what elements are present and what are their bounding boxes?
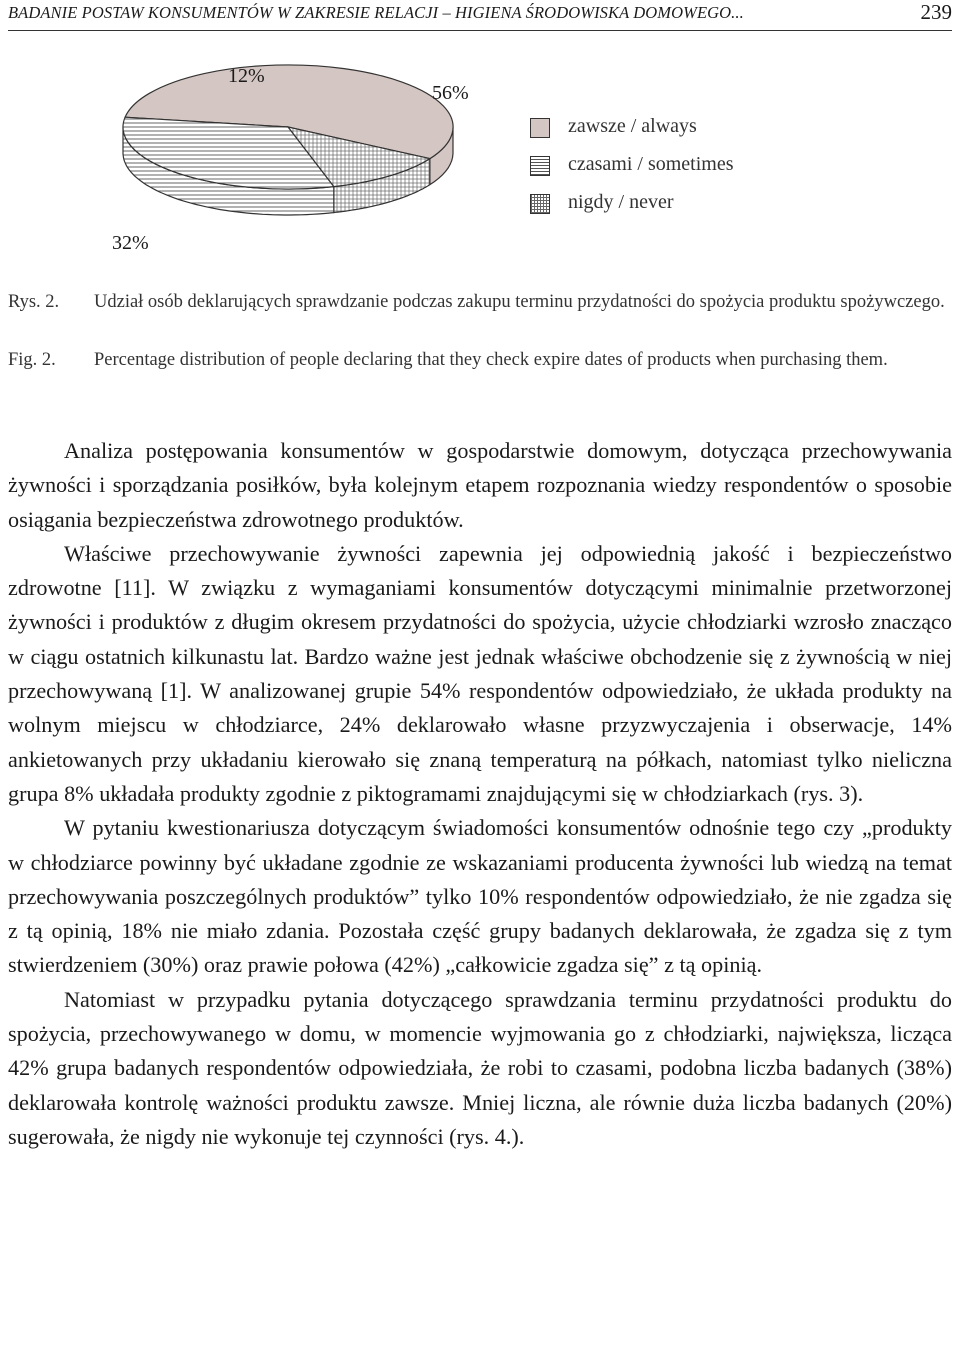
legend-label-never: nigdy / never (568, 191, 674, 213)
legend-swatch-sometimes (530, 156, 550, 176)
header-rule (8, 30, 952, 31)
pie-chart-figure (0, 34, 960, 284)
caption-pl (8, 288, 952, 317)
legend-swatch-always (530, 118, 550, 138)
paragraph: W pytaniu kwestionariusza dotyczącym świadomości konsumentów odnośnie tego czy „produkty w chłodziarce powinny być układane zgodnie ze wskazaniami producenta żywności lub wiedzą na temat przechowywania poszczególnych produktów” tylko 10% respondentów odpowiedziało, że nie zgadza się z tą opinią, 18% nie miało zdania. Pozostała część grupy badanych deklarowała, że zgadza się z tym stwierdzeniem (30%) oraz prawie połowa (42%) „całkowicie zgadza się” z tą opinią. (8, 815, 952, 978)
legend-swatch-never (530, 194, 550, 214)
running-title: BADANIE POSTAW KONSUMENTÓW W ZAKRESIE RELACJI – HIGIENA ŚRODOWISKA DOMOWEGO... (8, 3, 744, 22)
caption-text-pl: Udział osób deklarujących sprawdzanie podczas zakupu terminu przydatności do spożycia produktu spożywczego. (94, 292, 945, 312)
legend-label-always: zawsze / always (568, 115, 697, 137)
page-number: 239 (920, 0, 952, 24)
slice-label-sometimes: 32% (112, 232, 149, 254)
article-body (8, 434, 952, 1154)
caption-text-en: Percentage distribution of people declaring that they check expire dates of products when purchasing them. (94, 350, 888, 370)
paragraph: Analiza postępowania konsumentów w gospodarstwie domowym, dotycząca przechowywania żywności i sporządzania posiłków, była kolejnym etapem rozpoznania wiedzy respondentów o sposobie osiągania bezpieczeństwa zdrowotnego produktów. (8, 438, 952, 532)
caption-label-pl: Rys. 2. (8, 292, 60, 312)
legend-label-sometimes: czasami / sometimes (568, 153, 734, 175)
running-header (8, 0, 952, 32)
caption-label-en: Fig. 2. (8, 350, 56, 370)
caption-en (8, 346, 952, 375)
slice-label-always: 56% (432, 82, 469, 104)
paragraph: Właściwe przechowywanie żywności zapewnia jej odpowiednią jakość i bezpieczeństwo zdrowotne [11]. W związku z wymaganiami konsumentów dotyczącymi minimalnie przetworzonej żywności i produktów z długim okresem przydatności do spożycia, użycie chłodziarki wzrosło znacząco w ciągu ostatnich kilkunastu lat. Bardzo ważne jest jednak właściwe obchodzenie się z żywnością w niej przechowywaną [1]. W analizowanej grupie 54% respondentów odpowiedziało, że układa produkty na wolnym miejscu w chłodziarce, 24% deklarowało własne przyzwyczajenia i obserwacje, 14% ankietowanych przy układaniu kierowało się znaną temperaturą na półkach, natomiast tylko nieliczna grupa 8% układała produkty zgodnie z piktogramami znajdującymi się w chłodziarkach (rys. 3). (8, 540, 952, 806)
paragraph: Natomiast w przypadku pytania dotyczącego sprawdzania terminu przydatności produktu do spożycia, przechowywanego w domu, w momencie wyjmowania go z chłodziarki, największa, licząca 42% grupa badanych respondentów odpowiedziała, że robi to czasami, podobna liczba badanych (38%) deklarowała kontrolę ważności produktu zawsze. Mniej liczna, ale równie duża liczba badanych (20%) sugerowała, że nigdy nie wykonuje tej czynności (rys. 4.). (8, 986, 952, 1149)
slice-label-never: 12% (228, 65, 265, 87)
